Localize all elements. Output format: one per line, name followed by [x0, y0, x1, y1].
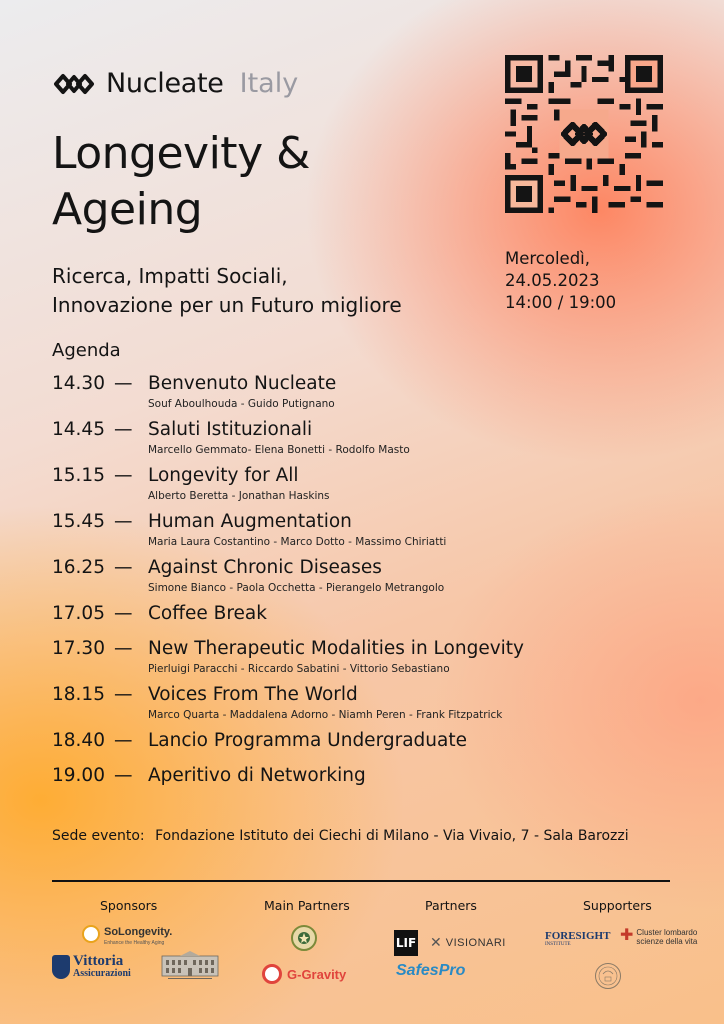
anniversary-badge-icon: [594, 962, 622, 990]
agenda-dash: —: [114, 419, 133, 440]
building-logo-icon: [160, 950, 220, 982]
solongevity-logo: [82, 922, 172, 946]
agenda-time: 15.45: [52, 511, 105, 532]
agenda-dash: —: [114, 465, 133, 486]
foresight-name: FORESIGHT: [545, 930, 611, 942]
agenda-speakers: Simone Bianco - Paola Occhetta - Pierangelo Metrangolo: [148, 582, 445, 594]
agenda-body: [148, 418, 652, 457]
agenda-dash: —: [114, 765, 133, 786]
agenda-time: 17.05: [52, 603, 105, 624]
vittoria-name: Vittoria: [73, 953, 124, 969]
agenda-time: 14.45: [52, 419, 105, 440]
subtitle-line-1: Ricerca, Impatti Sociali,: [52, 264, 288, 288]
qr-code-icon[interactable]: [505, 55, 663, 213]
agenda-body: [148, 556, 652, 595]
event-subtitle: [52, 262, 472, 320]
agenda-body: [148, 764, 652, 788]
agenda-item: [52, 556, 652, 595]
lf-logo: LIF: [394, 930, 418, 956]
ggravity-name: G-Gravity: [287, 966, 347, 982]
government-seal-icon: [290, 924, 318, 952]
agenda-dash: —: [114, 684, 133, 705]
agenda-item: [52, 729, 652, 753]
agenda-title: Human Augmentation: [148, 511, 352, 532]
agenda-list: [52, 372, 652, 799]
agenda-dash: —: [114, 638, 133, 659]
ggravity-logo: [262, 964, 346, 984]
agenda-body: [148, 372, 652, 411]
agenda-item: [52, 683, 652, 722]
agenda-time: 15.15: [52, 465, 105, 486]
agenda-time: 18.15: [52, 684, 105, 705]
agenda-heading: Agenda: [52, 340, 121, 361]
agenda-body: [148, 729, 652, 753]
visionari-logo-icon: ✕: [430, 934, 442, 950]
agenda-title: Aperitivo di Networking: [148, 765, 366, 786]
agenda-speakers: Pierluigi Paracchi - Riccardo Sabatini - Vittorio Sebastiano: [148, 663, 450, 675]
agenda-speakers: Souf Aboulhouda - Guido Putignano: [148, 398, 335, 410]
agenda-title: Saluti Istituzionali: [148, 419, 313, 440]
agenda-item: [52, 372, 652, 411]
agenda-title: New Therapeutic Modalities in Longevity: [148, 638, 524, 659]
brand-name: Nucleate: [106, 68, 224, 99]
agenda-dash: —: [114, 603, 133, 624]
agenda-speakers: Marcello Gemmato- Elena Bonetti - Rodolfo Masto: [148, 444, 410, 456]
agenda-body: [148, 510, 652, 549]
foresight-logo: [545, 930, 610, 947]
nucleate-logo-icon: [52, 69, 96, 99]
foresight-sub: INSTITUTE: [545, 942, 571, 947]
agenda-item: [52, 418, 652, 457]
agenda-item: [52, 637, 652, 676]
solongevity-logo-icon: [82, 925, 100, 943]
subtitle-line-2: Innovazione per un Futuro migliore: [52, 293, 402, 317]
cluster-line-1: Cluster lombardo: [636, 928, 698, 937]
agenda-time: 14.30: [52, 373, 105, 394]
safespro-logo: [396, 962, 465, 980]
event-day: Mercoledì,: [505, 249, 591, 268]
agenda-speakers: Marco Quarta - Maddalena Adorno - Niamh Peren - Frank Fitzpatrick: [148, 709, 503, 721]
vittoria-logo: [52, 954, 131, 979]
visionari-logo: [430, 934, 506, 951]
agenda-time: 16.25: [52, 557, 105, 578]
solongevity-tagline: Enhance the Healthy Aging: [104, 940, 165, 946]
brand-country: Italy: [239, 68, 299, 99]
agenda-title: Lancio Programma Undergraduate: [148, 730, 467, 751]
agenda-body: [148, 683, 652, 722]
partners-label: Partners: [425, 898, 477, 913]
agenda-item: [52, 602, 652, 626]
event-date-block: [505, 248, 616, 314]
agenda-body: [148, 602, 652, 626]
cluster-line-2: scienze della vita: [636, 937, 698, 946]
agenda-title: Longevity for All: [148, 465, 299, 486]
cluster-logo-icon: ✚: [620, 927, 634, 944]
venue-label: Sede evento:: [52, 828, 145, 844]
supporters-label: Supporters: [583, 898, 652, 913]
divider: [52, 880, 670, 882]
brand-header: [52, 68, 298, 99]
agenda-item: [52, 764, 652, 788]
agenda-dash: —: [114, 557, 133, 578]
event-title: Longevity & Ageing: [52, 128, 310, 235]
agenda-speakers: Alberto Beretta - Jonathan Haskins: [148, 490, 330, 502]
visionari-name: VISIONARI: [445, 936, 506, 949]
safespro-name: SafesPro: [396, 962, 466, 979]
agenda-speakers: Maria Laura Costantino - Marco Dotto - Massimo Chiriatti: [148, 536, 447, 548]
agenda-time: 17.30: [52, 638, 105, 659]
agenda-time: 18.40: [52, 730, 105, 751]
solongevity-name: SoLongevity.: [104, 926, 173, 938]
agenda-item: [52, 510, 652, 549]
vittoria-shield-icon: [52, 955, 70, 979]
agenda-dash: —: [114, 730, 133, 751]
venue-text: Fondazione Istituto dei Ciechi di Milano - Via Vivaio, 7 - Sala Barozzi: [155, 828, 629, 844]
agenda-body: [148, 464, 652, 503]
agenda-dash: —: [114, 373, 133, 394]
ggravity-logo-icon: [262, 964, 282, 984]
event-date: 24.05.2023: [505, 271, 600, 290]
sponsors-label: Sponsors: [100, 898, 158, 913]
cluster-logo: [620, 928, 697, 946]
main-partners-label: Main Partners: [264, 898, 350, 913]
event-time: 14:00 / 19:00: [505, 293, 617, 312]
vittoria-sub: Assicurazioni: [73, 968, 131, 979]
agenda-title: Voices From The World: [148, 684, 358, 705]
agenda-item: [52, 464, 652, 503]
agenda-dash: —: [114, 511, 133, 532]
agenda-title: Against Chronic Diseases: [148, 557, 382, 578]
agenda-title: Coffee Break: [148, 603, 267, 624]
venue: [52, 828, 629, 844]
agenda-time: 19.00: [52, 765, 105, 786]
agenda-title: Benvenuto Nucleate: [148, 373, 337, 394]
agenda-body: [148, 637, 652, 676]
